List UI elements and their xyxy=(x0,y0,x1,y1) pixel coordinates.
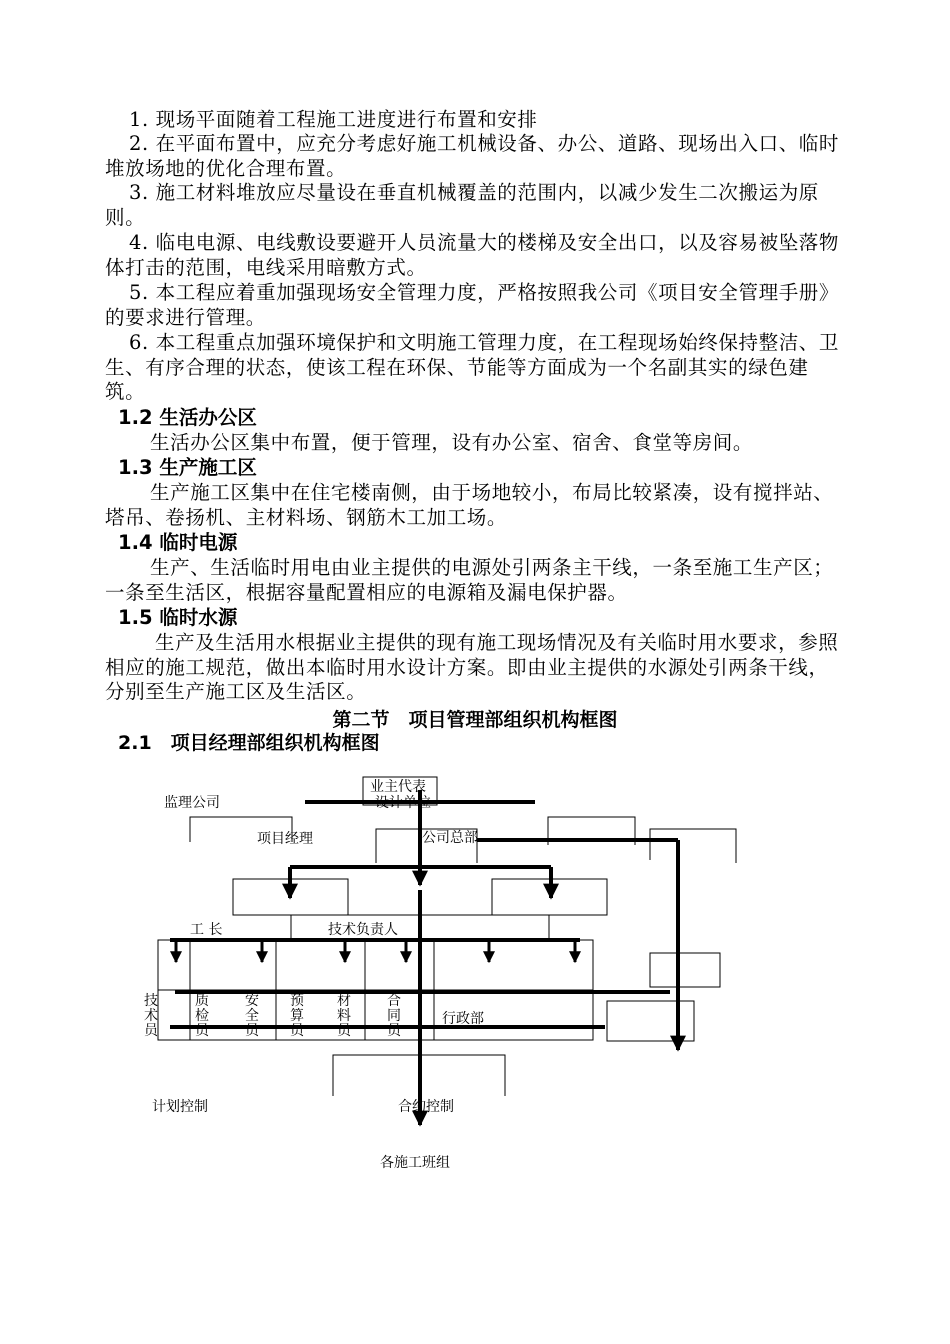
box-right-low xyxy=(650,953,720,987)
box-right-b xyxy=(650,829,736,863)
work-teams-label: 各施工班组 xyxy=(380,1155,450,1171)
plan-control-label: 计划控制 xyxy=(152,1099,208,1115)
heading-1-5: 1.5 临时水源 xyxy=(118,606,238,629)
owner-rep-label: 业主代表 xyxy=(370,779,426,795)
body-1-4: 生产、生活临时用电由业主提供的电源处引两条主干线，一条至施工生产区；一条至生活区，根据容量配置相应的电源箱及漏电保护器。 xyxy=(105,556,834,604)
body-1-2: 生活办公区集中布置，便于管理，设有办公室、宿舍、食堂等房间。 xyxy=(150,431,754,454)
paragraph-1: 1. 现场平面随着工程施工进度进行布置和安排 xyxy=(129,108,538,131)
paragraph-4: 4. 临电电源、电线敷设要避开人员流量大的楼梯及安全出口，以及容易被坠落物体打击的范围，电线采用暗敷方式。 xyxy=(105,231,840,279)
paragraph-6: 6. 本工程重点加强环境保护和文明施工管理力度，在工程现场始终保持整洁、卫生、有序合理的状态，使该工程在环保、节能等方面成为一个名副其实的绿色建筑。 xyxy=(105,331,840,403)
heading-1-2: 1.2 生活办公区 xyxy=(118,406,257,429)
admin-label: 行政部 xyxy=(442,1011,484,1027)
drop-arrows xyxy=(176,940,575,962)
paragraph-2: 2. 在平面布置中，应充分考虑好施工机械设备、办公、道路、现场出入口、临时堆放场地的优化合理布置。 xyxy=(105,132,840,180)
staff-material: 材料员 xyxy=(337,993,351,1039)
subsection-2-1-title: 2.1 项目经理部组织机构框图 xyxy=(118,732,380,754)
staff-row-box xyxy=(158,940,593,990)
company-hq-label: 公司总部 xyxy=(422,830,478,846)
paragraph-5: 5. 本工程应着重加强现场安全管理力度，严格按照我公司《项目安全管理手册》的要求进行管理。 xyxy=(105,281,840,329)
body-1-5: 生产及生活用水根据业主提供的现有施工现场情况及有关临时用水要求，参照相应的施工规范，做出本临时用水设计方案。即由业主提供的水源处引两条干线，分别至生产施工区及生活区。 xyxy=(105,631,839,703)
tech-lead-label: 技术负责人 xyxy=(328,922,398,938)
project-manager-label: 项目经理 xyxy=(257,831,313,847)
body-1-3: 生产施工区集中在住宅楼南侧，由于场地较小，布局比较紧凑，设有搅拌站、塔吊、卷扬机、主材料场、钢筋木工加工场。 xyxy=(105,481,834,529)
section-2-title: 第二节 项目管理部组织机构框图 xyxy=(332,709,618,731)
foreman-label: 工 长 xyxy=(190,922,223,938)
staff-technician: 技术员 xyxy=(144,993,158,1039)
design-unit-label: 设计单位 xyxy=(375,795,431,811)
heading-1-3: 1.3 生产施工区 xyxy=(118,456,257,479)
contract-control-label: 合约控制 xyxy=(398,1099,454,1115)
staff-contract: 合同员 xyxy=(387,993,401,1039)
staff-labels-box xyxy=(158,990,593,1040)
staff-budget: 预算员 xyxy=(290,993,304,1039)
staff-quality: 质检员 xyxy=(195,993,209,1039)
box-right-bottom xyxy=(607,1001,694,1041)
staff-labels xyxy=(144,992,402,1039)
chart-boxes xyxy=(158,777,736,1096)
heading-1-4: 1.4 临时电源 xyxy=(118,531,238,554)
staff-safety: 安全员 xyxy=(245,993,259,1039)
supervision-label: 监理公司 xyxy=(164,795,220,811)
paragraph-3: 3. 施工材料堆放应尽量设在垂直机械覆盖的范围内，以减少发生二次搬运为原则。 xyxy=(105,181,819,229)
